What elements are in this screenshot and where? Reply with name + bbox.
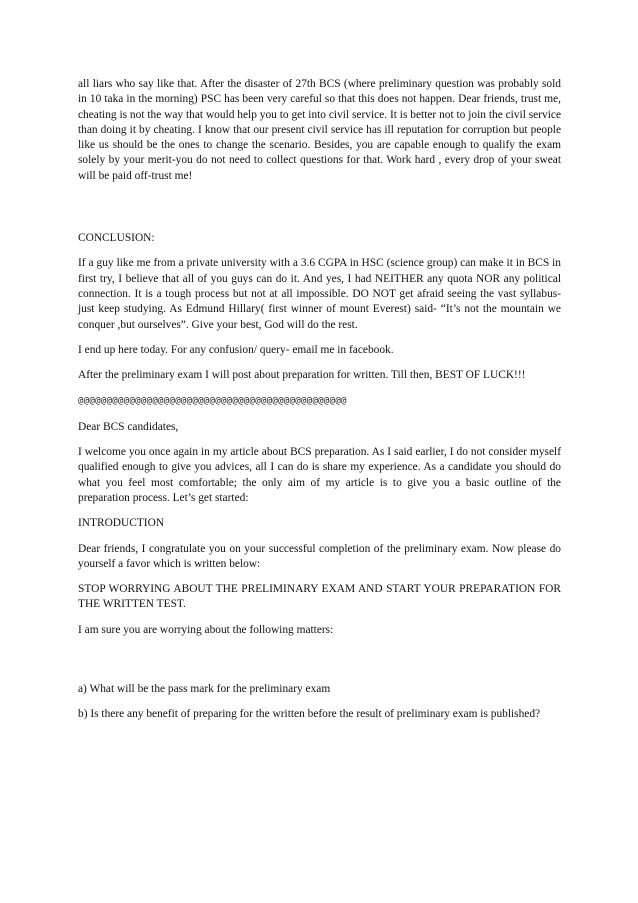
conclusion-heading: CONCLUSION: — [78, 232, 155, 245]
spacer — [78, 435, 561, 445]
spacer — [78, 532, 561, 542]
list-item-b: b) Is there any benefit of preparing for the written before the result of preliminary exam is published? — [78, 708, 541, 721]
spacer — [78, 697, 561, 707]
paragraph-welcome: I welcome you once again in my article about BCS preparation. As I said earlier, I do not consider myself qualified enough to give you advices, all I can do is share my experience. As a candidate you should do what you feel most comfortable; the only aim of my article is to give you a basic outline of the preparation process. Let’s get started: — [78, 446, 561, 504]
spacer — [78, 358, 561, 368]
document-page — [78, 77, 561, 723]
spacer — [78, 333, 561, 343]
list-item-a: a) What will be the pass mark for the preliminary exam — [78, 683, 331, 696]
paragraph-good-luck: After the preliminary exam I will post about preparation for written. Till then, BEST OF LUCK!!! — [78, 369, 526, 382]
spacer — [78, 410, 561, 420]
spacer — [78, 506, 561, 516]
paragraph-contact: I end up here today. For any confusion/ query- email me in facebook. — [78, 343, 394, 356]
introduction-heading: INTRODUCTION — [78, 517, 165, 530]
paragraph-worry-matters: I am sure you are worrying about the following matters: — [78, 623, 334, 636]
paragraph-congratulate: Dear friends, I congratulate you on your successful completion of the preliminary exam. Now please do yourself a favor which is written below: — [78, 542, 561, 570]
paragraph-encouragement: If a guy like me from a private university with a 3.6 CGPA in HSC (science group) can make it in BCS in first try, I believe that all of you guys can do it. And yes, I had NEITHER any quota NOR any political connection. It is a tough process but not at all impossible. DO NOT get afraid seeing the vast syllabus-just keep studying. As Edmund Hillary( first winner of mount Everest) said- “It’s not the mountain we conquer ,but ourselves”. Give your best, God will do the rest. — [78, 257, 561, 331]
spacer — [78, 638, 561, 682]
separator-line: @@@@@@@@@@@@@@@@@@@@@@@@@@@@@@@@@@@@@@@@@@@@@@@ — [78, 396, 347, 407]
spacer — [78, 383, 561, 394]
spacer — [78, 572, 561, 582]
spacer — [78, 246, 561, 256]
spacer — [78, 613, 561, 623]
spacer — [78, 184, 561, 231]
salutation: Dear BCS candidates, — [78, 420, 179, 433]
paragraph-stop-worrying: STOP WORRYING ABOUT THE PRELIMINARY EXAM AND START YOUR PREPARATION FOR THE WRITTEN TEST. — [78, 583, 561, 611]
paragraph-cheating: all liars who say like that. After the disaster of 27th BCS (where preliminary question was probably sold in 10 taka in the morning) PSC has been very careful so that this does not happen. Dear friends, trust me, cheating is not the way that would help you to get into civil service. It is better not to join the civil service than doing it by cheating. I know that our present civil service has ill reputation for corruption but people like us should be the ones to change the scenario. Besides, you are capable enough to qualify the exam solely by your merit-you do not need to collect questions for that. Work hard , every drop of your sweat will be paid off-trust me! — [78, 78, 561, 182]
